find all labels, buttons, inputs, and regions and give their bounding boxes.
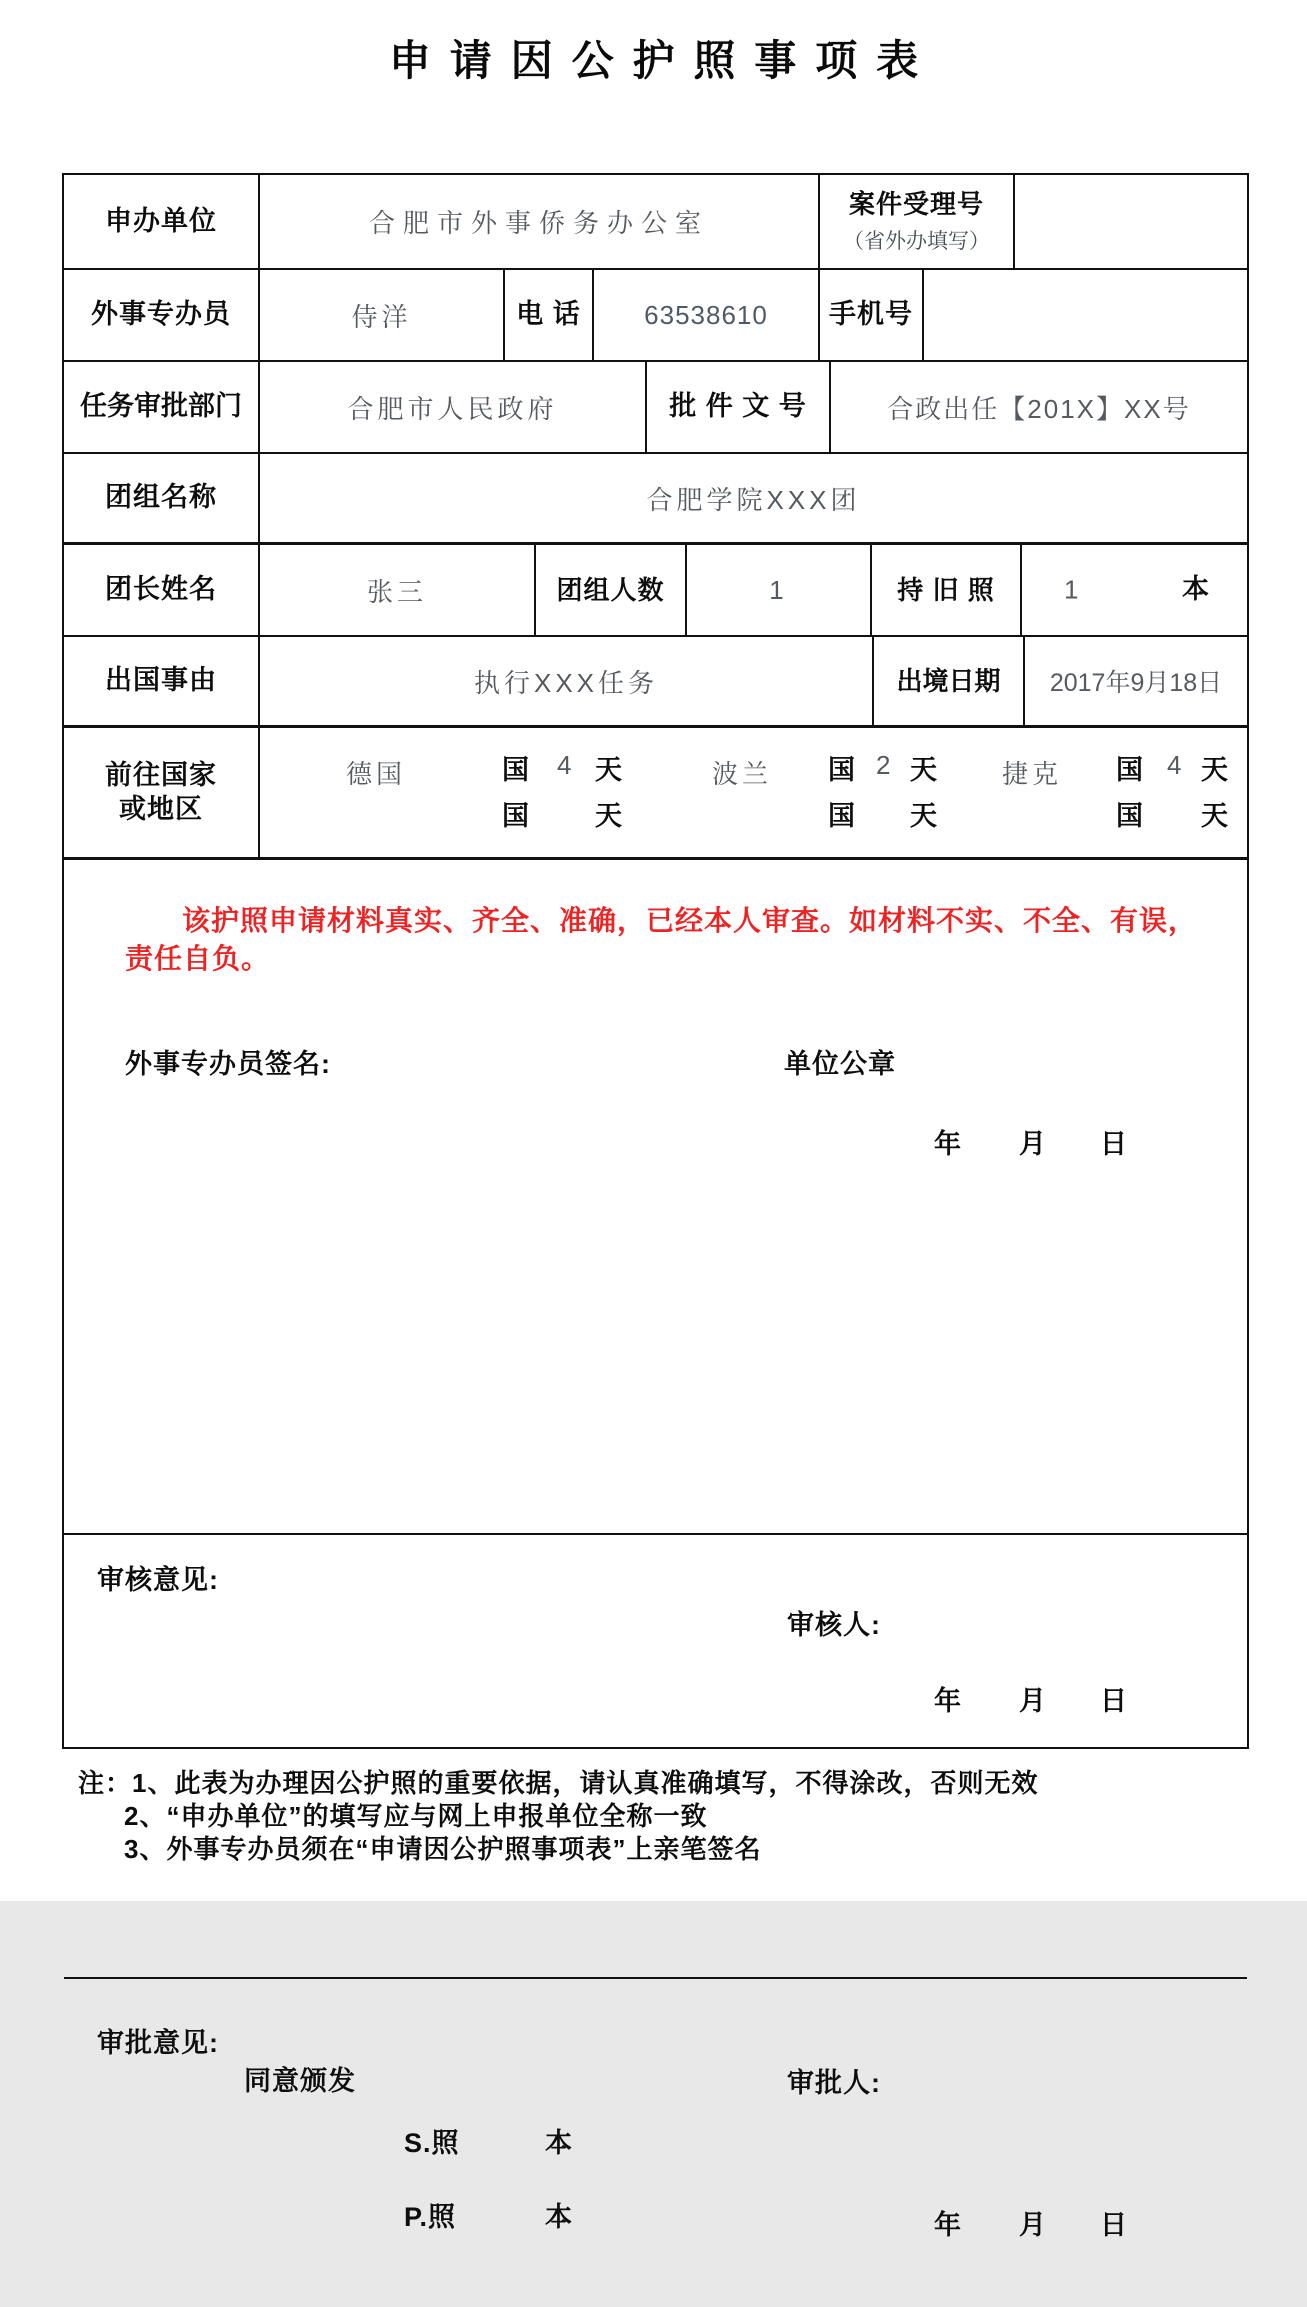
mobile-value-cell xyxy=(924,270,1247,360)
day-suffix-blank-2: 天 xyxy=(910,801,938,831)
review-date-line xyxy=(64,1679,1247,1716)
row-foreign-affairs-officer xyxy=(64,268,1247,360)
old-passport-value-cell xyxy=(1022,545,1247,635)
applicant-unit-label-cell xyxy=(64,175,260,268)
country-suffix-blank-2: 国 xyxy=(828,801,856,831)
destination-country-2: 波兰 xyxy=(712,759,773,789)
row-review-opinion xyxy=(64,1533,1247,1755)
group-name-value-cell xyxy=(260,454,1247,542)
day-label: 日 xyxy=(1100,1686,1127,1716)
departure-date-label: 出境日期 xyxy=(896,665,1001,696)
destination-label-cell xyxy=(64,728,260,857)
officer-label: 外事专办员 xyxy=(91,299,231,330)
departure-date-value-cell xyxy=(1025,637,1247,725)
leader-name-label-cell xyxy=(64,545,260,635)
group-name-label-cell xyxy=(64,454,260,542)
s-passport-unit: 本 xyxy=(545,2128,573,2158)
note-prefix: 注： xyxy=(78,1768,133,1798)
day-suffix-3: 天 xyxy=(1201,755,1229,785)
country-suffix-blank-1: 国 xyxy=(502,801,530,831)
group-name-label: 团组名称 xyxy=(105,482,217,513)
country-suffix-1: 国 xyxy=(502,755,530,785)
note-item-3: 3、外事专办员须在“申请因公护照事项表”上亲笔签名 xyxy=(124,1834,762,1864)
declaration-text-line1: 该护照申请材料真实、齐全、准确，已经本人审查。如材料不实、不全、有误， xyxy=(182,905,1198,936)
destination-label-line2: 或地区 xyxy=(119,793,203,824)
group-name-value: 合肥学院XXX团 xyxy=(646,484,861,515)
approval-doc-label: 批 件 文 号 xyxy=(669,391,807,422)
task-approval-value-cell xyxy=(260,362,647,452)
reviewer-label: 审核人: xyxy=(787,1610,881,1640)
applicant-unit-value: 合肥市外事侨务办公室 xyxy=(368,208,709,238)
day-suffix-1: 天 xyxy=(595,755,623,785)
case-number-label-cell xyxy=(820,175,1015,268)
destination-country-1: 德国 xyxy=(346,759,407,789)
old-passport-unit: 本 xyxy=(1182,574,1210,605)
applicant-unit-value-cell xyxy=(260,175,820,268)
month-label: 月 xyxy=(1019,2210,1046,2240)
group-size-label: 团组人数 xyxy=(556,574,665,605)
month-label: 月 xyxy=(1019,1129,1046,1159)
case-number-value-cell xyxy=(1015,175,1247,268)
country-suffix-blank-3: 国 xyxy=(1116,801,1144,831)
note-line-3 xyxy=(124,1829,761,1866)
old-passport-label-cell xyxy=(872,545,1022,635)
departure-date-value: 2017年9月18日 xyxy=(1049,669,1223,697)
old-passport-count: 1 xyxy=(1064,574,1083,605)
trip-reason-value: 执行XXX任务 xyxy=(473,667,659,698)
approval-doc-label-cell xyxy=(647,362,831,452)
trip-reason-value-cell xyxy=(260,637,874,725)
destination-label-line1: 前往国家 xyxy=(105,759,217,790)
destination-country-3: 捷克 xyxy=(1002,759,1063,789)
country-suffix-3: 国 xyxy=(1116,755,1144,785)
month-label: 月 xyxy=(1019,1686,1046,1716)
old-passport-label: 持 旧 照 xyxy=(897,574,995,605)
row-group-leader xyxy=(64,542,1247,635)
group-size-value: 1 xyxy=(769,574,788,605)
day-label: 日 xyxy=(1100,2210,1127,2240)
case-number-label: 案件受理号 xyxy=(848,189,984,220)
approval-date-line xyxy=(64,2203,1247,2240)
trip-reason-label-cell xyxy=(64,637,260,725)
row-applicant-unit xyxy=(64,175,1247,268)
country-suffix-2: 国 xyxy=(828,755,856,785)
leader-name-value-cell xyxy=(260,545,536,635)
task-approval-label: 任务审批部门 xyxy=(80,391,242,422)
approval-decision-text: 同意颁发 xyxy=(244,2066,356,2096)
year-label: 年 xyxy=(934,1686,961,1716)
destination-value-cell xyxy=(260,728,1247,857)
signature-date-line xyxy=(64,1122,1247,1159)
phone-value-cell xyxy=(594,270,820,360)
mobile-label: 手机号 xyxy=(829,299,913,330)
officer-name-cell xyxy=(260,270,505,360)
note-item-2: 2、“申办单位”的填写应与网上申报单位全称一致 xyxy=(124,1801,708,1831)
phone-label: 电 话 xyxy=(516,299,581,330)
p-passport-unit: 本 xyxy=(545,2202,573,2232)
leader-name-label: 团长姓名 xyxy=(105,574,217,605)
task-approval-label-cell xyxy=(64,362,260,452)
day-label: 日 xyxy=(1100,1129,1127,1159)
row-destination-countries xyxy=(64,725,1247,857)
trip-reason-label: 出国事由 xyxy=(105,665,217,696)
day-suffix-blank-1: 天 xyxy=(595,801,623,831)
task-approval-value: 合肥市人民政府 xyxy=(347,393,558,424)
leader-name-value: 张三 xyxy=(366,576,427,607)
destination-days-1: 4 xyxy=(557,750,576,780)
note-item-1: 1、此表为办理因公护照的重要依据，请认真准确填写，不得涂改，否则无效 xyxy=(132,1768,1039,1798)
review-opinion-label: 审核意见: xyxy=(97,1565,219,1595)
p-passport-label: P.照 xyxy=(404,2202,457,2232)
group-size-label-cell xyxy=(536,545,687,635)
note-line-1 xyxy=(78,1763,1038,1800)
year-label: 年 xyxy=(934,2210,961,2240)
destination-days-3: 4 xyxy=(1167,750,1186,780)
applicant-unit-label: 申办单位 xyxy=(105,205,217,236)
officer-label-cell xyxy=(64,270,260,360)
year-label: 年 xyxy=(934,1129,961,1159)
phone-label-cell xyxy=(505,270,594,360)
approver-label: 审批人: xyxy=(787,2068,881,2098)
day-suffix-2: 天 xyxy=(910,755,938,785)
phone-value: 63538610 xyxy=(644,299,768,330)
group-size-value-cell xyxy=(687,545,872,635)
row-approval-opinion xyxy=(64,1977,1247,2307)
day-suffix-blank-3: 天 xyxy=(1201,801,1229,831)
officer-signature-label: 外事专办员签名: xyxy=(125,1049,331,1079)
unit-seal-label: 单位公章 xyxy=(784,1049,896,1079)
case-number-note: （省外办填写） xyxy=(843,229,990,253)
officer-name-value: 侍洋 xyxy=(351,301,412,332)
approval-doc-value: 合政出任【201X】XX号 xyxy=(887,393,1191,424)
approval-doc-value-cell xyxy=(831,362,1247,452)
row-task-approval xyxy=(64,360,1247,452)
row-declaration-signature xyxy=(64,857,1247,1195)
s-passport-label: S.照 xyxy=(404,2128,460,2158)
form-title: 申请因公护照事项表 xyxy=(388,37,937,84)
mobile-label-cell xyxy=(820,270,924,360)
destination-days-2: 2 xyxy=(876,750,895,780)
note-line-2 xyxy=(124,1796,707,1833)
approval-opinion-label: 审批意见: xyxy=(97,2028,219,2058)
departure-date-label-cell xyxy=(874,637,1025,725)
row-trip-reason xyxy=(64,635,1247,725)
row-group-name xyxy=(64,452,1247,542)
declaration-text-line2: 责任自负。 xyxy=(125,943,271,974)
